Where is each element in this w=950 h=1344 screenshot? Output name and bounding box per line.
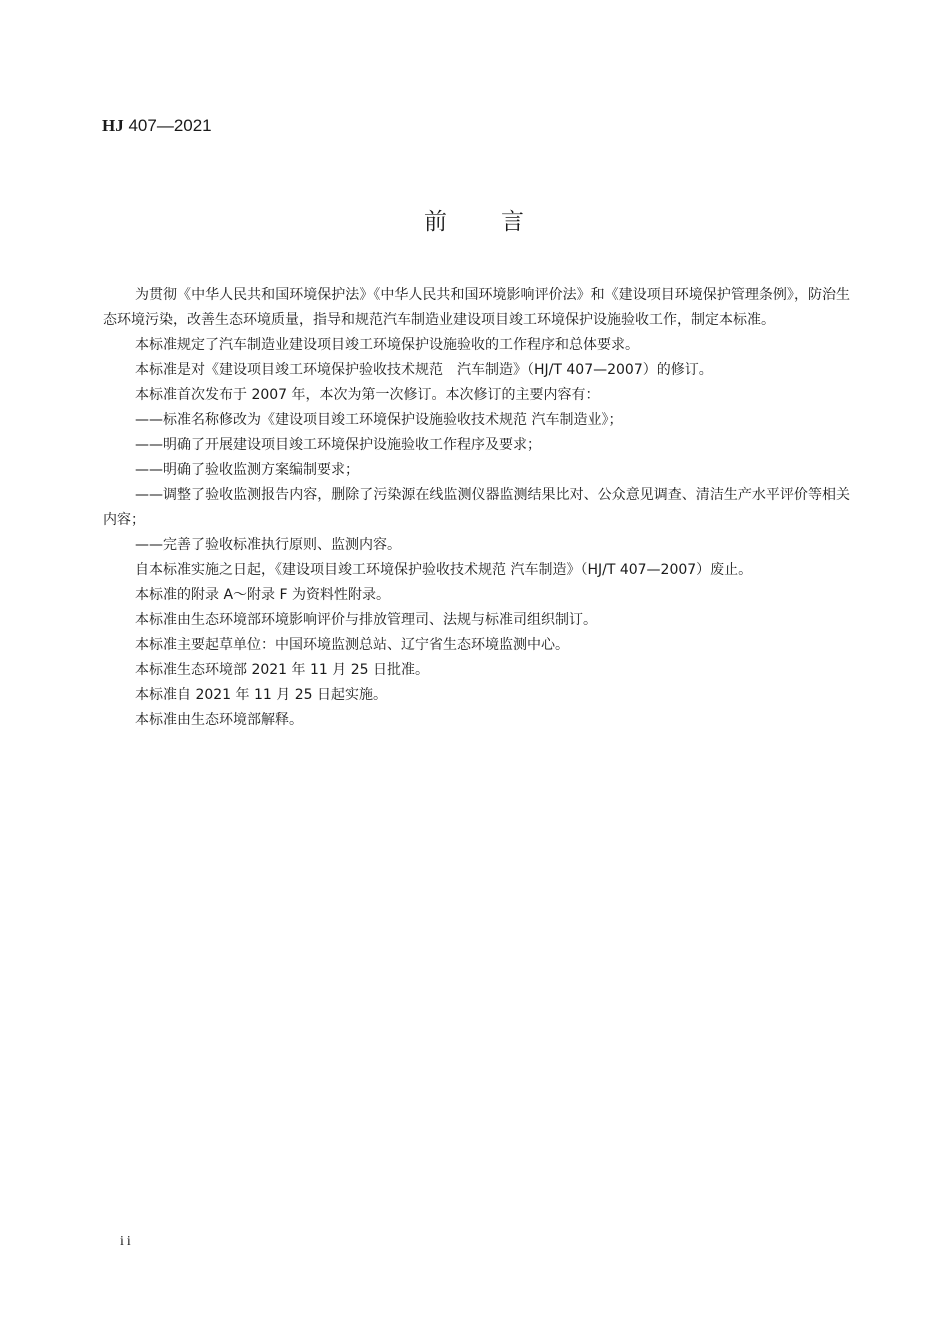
paragraph: 本标准由生态环境部解释。: [135, 712, 303, 728]
revision-item: ——完善了验收标准执行原则、监测内容。: [135, 537, 401, 553]
revision-item: ——标准名称修改为《建设项目竣工环境保护设施验收技术规范 汽车制造业》；: [135, 412, 623, 428]
title-char-2: 言: [501, 209, 526, 235]
revision-item: ——调整了验收监测报告内容，删除了污染源在线监测仪器监测结果比对、公众意见调查、清洁生产水平评价等相关内容；: [103, 487, 850, 528]
revision-item: ——明确了验收监测方案编制要求；: [135, 462, 359, 478]
title-char-1: 前: [424, 209, 449, 235]
paragraph: 本标准由生态环境部环境影响评价与排放管理司、法规与标准司组织制订。: [135, 612, 597, 628]
paragraph: 本标准的附录 A～附录 F 为资料性附录。: [135, 587, 390, 603]
paragraph: 本标准是对《建设项目竣工环境保护验收技术规范 汽车制造》（HJ/T 407—2007）的修订。: [135, 362, 713, 378]
standard-code: HJ: [102, 116, 124, 135]
foreword-body: [103, 283, 850, 733]
paragraph: 本标准自 2021 年 11 月 25 日起实施。: [135, 687, 387, 703]
paragraph: 本标准首次发布于 2007 年，本次为第一次修订。本次修订的主要内容有：: [135, 387, 600, 403]
page-title: [0, 206, 950, 238]
paragraph: 为贯彻《中华人民共和国环境保护法》《中华人民共和国环境影响评价法》和《建设项目环境保护管理条例》，防治生态环境污染，改善生态环境质量，指导和规范汽车制造业建设项目竣工环境保护设施验收工作，制定本标准。: [103, 287, 850, 328]
paragraph: 本标准生态环境部 2021 年 11 月 25 日批准。: [135, 662, 429, 678]
standard-header: [102, 114, 212, 138]
paragraph: 自本标准实施之日起，《建设项目竣工环境保护验收技术规范 汽车制造》（HJ/T 407—2007）废止。: [135, 562, 753, 578]
paragraph: 本标准主要起草单位：中国环境监测总站、辽宁省生态环境监测中心。: [135, 637, 569, 653]
paragraph: 本标准规定了汽车制造业建设项目竣工环境保护设施验收的工作程序和总体要求。: [135, 337, 639, 353]
standard-number: 407—2021: [123, 116, 212, 135]
page-number: ii: [120, 1234, 134, 1249]
revision-item: ——明确了开展建设项目竣工环境保护设施验收工作程序及要求；: [135, 437, 541, 453]
